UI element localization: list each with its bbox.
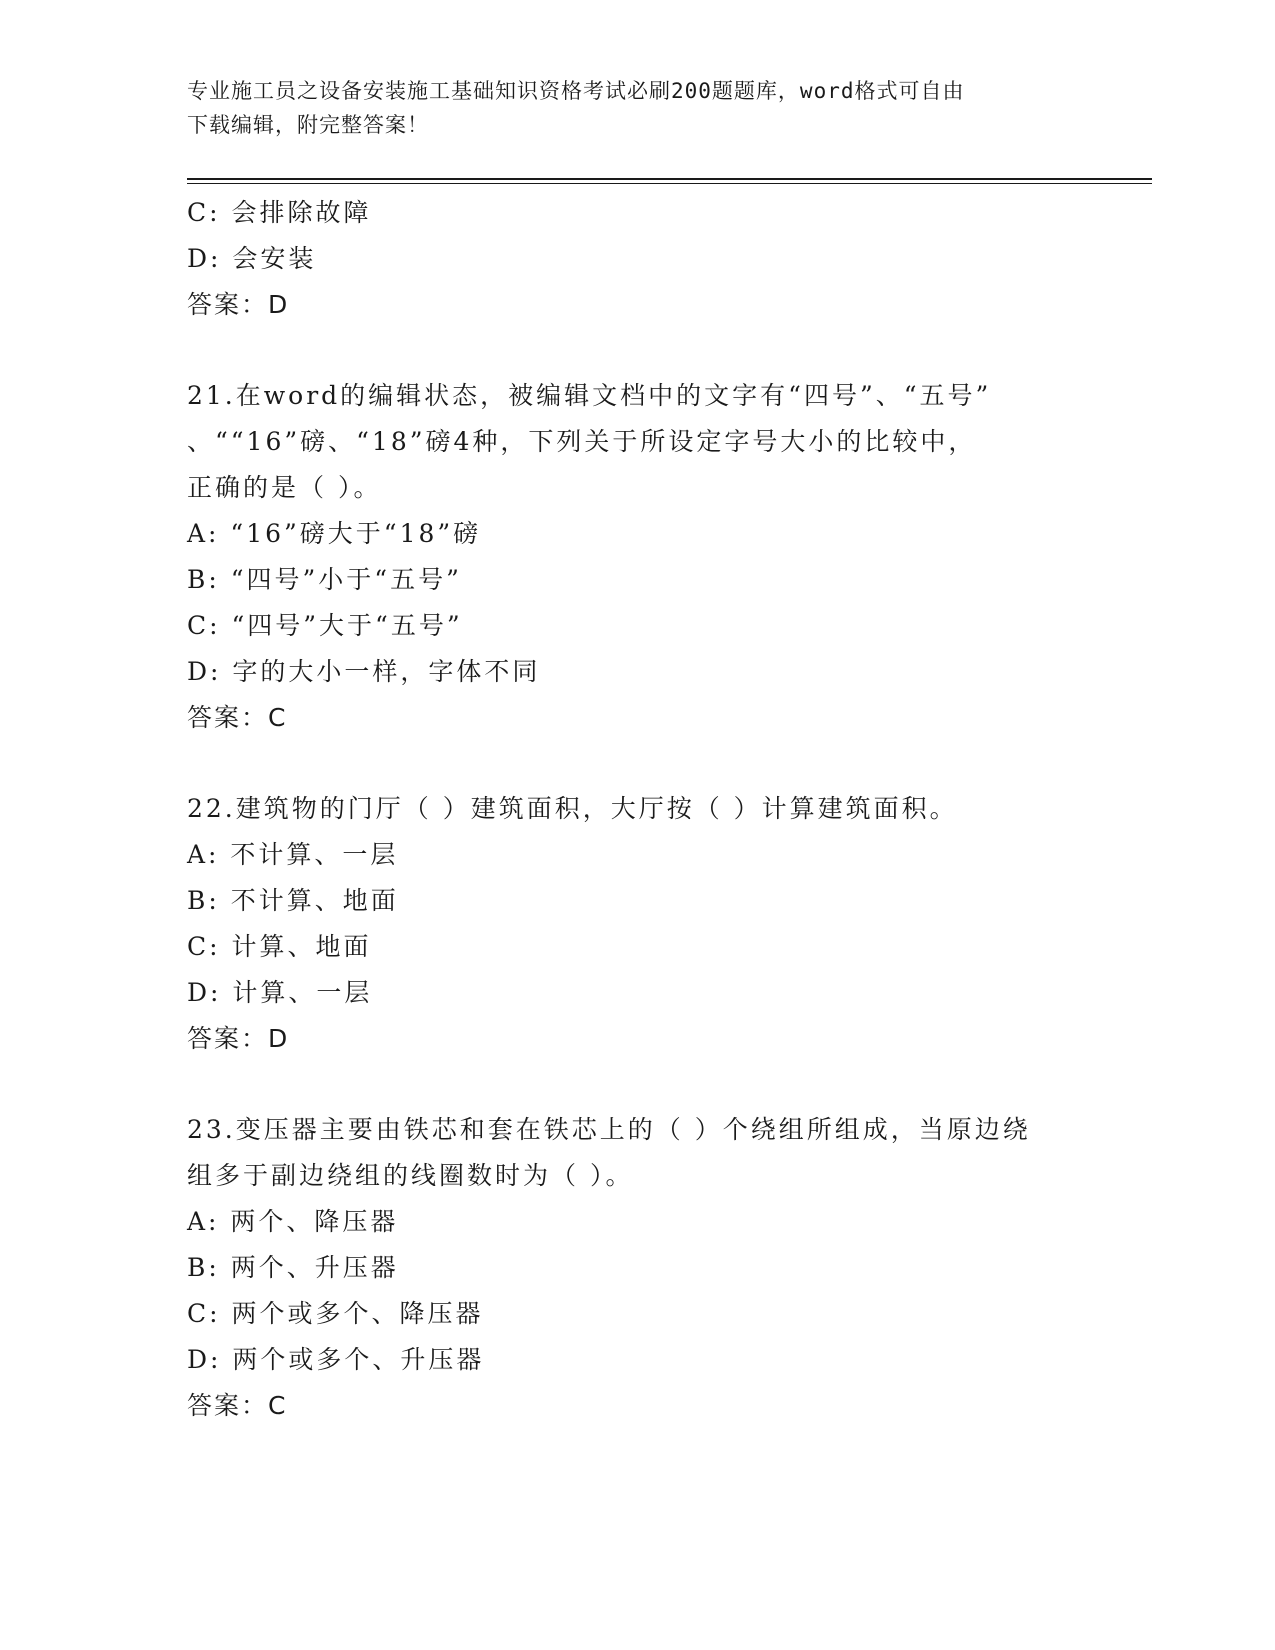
answer-line: 答案：D bbox=[187, 290, 290, 319]
question-spacer bbox=[187, 741, 1087, 786]
answer-line: 答案：D bbox=[187, 1024, 290, 1053]
option-d: D: 字的大小一样，字体不同 bbox=[187, 657, 541, 686]
option-d: D: 两个或多个、升压器 bbox=[187, 1345, 485, 1374]
question-block-prev bbox=[187, 190, 1087, 328]
option-c: C: 计算、地面 bbox=[187, 932, 372, 961]
question-block-22 bbox=[187, 786, 1087, 1062]
option-b: B: 不计算、地面 bbox=[187, 886, 399, 915]
option-a: A: 不计算、一层 bbox=[187, 840, 399, 869]
option-c: C: 两个或多个、降压器 bbox=[187, 1299, 484, 1328]
option-a: A: 两个、降压器 bbox=[187, 1207, 399, 1236]
header-line-1: 专业施工员之设备安装施工基础知识资格考试必刷200题题库，word格式可自由 bbox=[187, 79, 965, 103]
question-stem-line: 21.在word的编辑状态，被编辑文档中的文字有“四号”、“五号” bbox=[187, 381, 992, 410]
option-c: C: 会排除故障 bbox=[187, 198, 372, 227]
option-b: B: “四号”小于“五号” bbox=[187, 565, 462, 594]
question-stem-line: 、““16”磅、“18”磅4种，下列关于所设定字号大小的比较中， bbox=[187, 427, 977, 456]
header-divider-thin bbox=[187, 183, 1152, 184]
question-stem-line: 组多于副边绕组的线圈数时为（ ）。 bbox=[187, 1161, 634, 1190]
question-stem-line: 22.建筑物的门厅（ ）建筑面积，大厅按（ ）计算建筑面积。 bbox=[187, 794, 958, 823]
option-a: A: “16”磅大于“18”磅 bbox=[187, 519, 482, 548]
question-block-21 bbox=[187, 373, 1087, 741]
answer-line: 答案：C bbox=[187, 1391, 288, 1420]
header-divider bbox=[187, 178, 1152, 180]
option-c: C: “四号”大于“五号” bbox=[187, 611, 463, 640]
question-list bbox=[187, 190, 1087, 1429]
question-block-23 bbox=[187, 1107, 1087, 1429]
option-d: D: 会安装 bbox=[187, 244, 317, 273]
question-stem-line: 23.变压器主要由铁芯和套在铁芯上的（ ）个绕组所组成，当原边绕 bbox=[187, 1115, 1031, 1144]
question-spacer bbox=[187, 328, 1087, 373]
option-b: B: 两个、升压器 bbox=[187, 1253, 399, 1282]
option-d: D: 计算、一层 bbox=[187, 978, 373, 1007]
document-header bbox=[187, 74, 1067, 142]
question-stem-line: 正确的是（ ）。 bbox=[187, 473, 382, 502]
answer-line: 答案：C bbox=[187, 703, 288, 732]
header-line-2: 下载编辑，附完整答案！ bbox=[187, 113, 429, 137]
question-spacer bbox=[187, 1062, 1087, 1107]
